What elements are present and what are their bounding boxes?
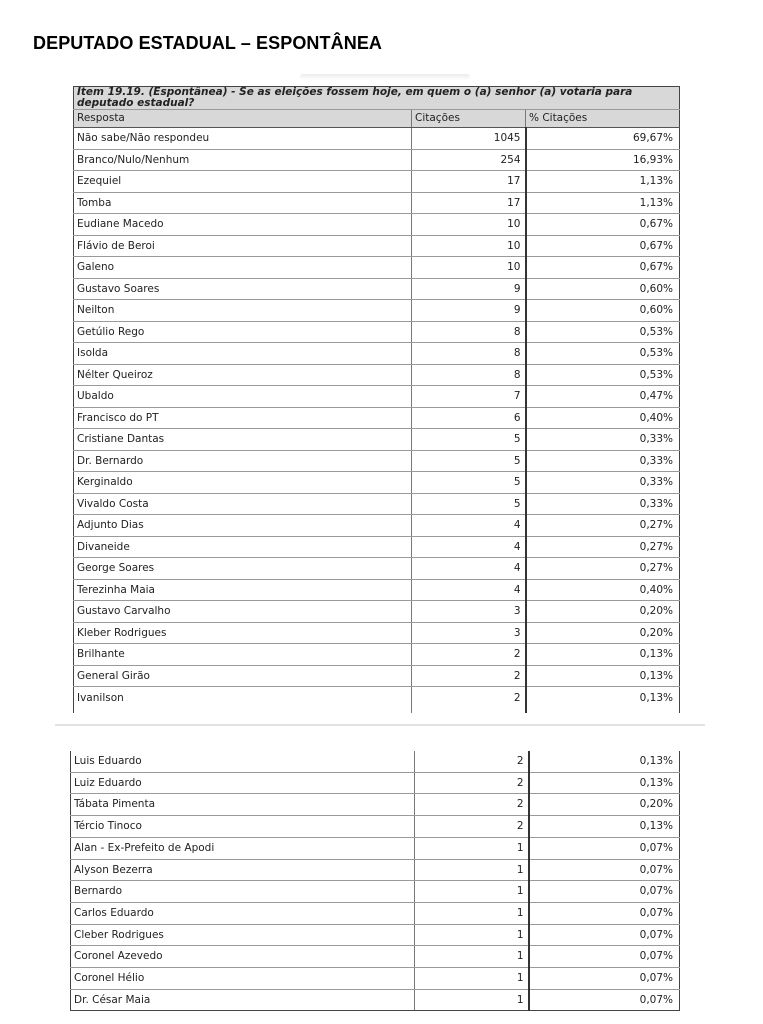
- citation-count: 8: [412, 343, 526, 365]
- citation-count: 1: [415, 989, 529, 1011]
- candidate-name: Cleber Rodrigues: [71, 924, 415, 946]
- candidate-name: Luiz Eduardo: [71, 772, 415, 794]
- citation-percent: 0,07%: [529, 968, 680, 990]
- header-citacoes: Citações: [412, 110, 526, 128]
- table-row: [74, 300, 680, 322]
- table-row: [71, 989, 680, 1011]
- table-row: [74, 493, 680, 515]
- candidate-name: Cristiane Dantas: [74, 429, 412, 451]
- citation-percent: 0,33%: [526, 472, 680, 494]
- table-row: [74, 128, 680, 150]
- table-row: [74, 149, 680, 171]
- scan-shadow: [300, 74, 470, 80]
- citation-percent: 0,20%: [529, 794, 680, 816]
- citation-percent: 0,13%: [526, 687, 680, 714]
- table-row: [74, 429, 680, 451]
- candidate-name: Flávio de Beroi: [74, 235, 412, 257]
- citation-count: 9: [412, 278, 526, 300]
- citation-count: 7: [412, 386, 526, 408]
- citation-percent: 1,13%: [526, 192, 680, 214]
- table-row: [74, 235, 680, 257]
- citation-percent: 0,67%: [526, 235, 680, 257]
- candidate-name: Tércio Tinoco: [71, 816, 415, 838]
- citation-percent: 0,53%: [526, 343, 680, 365]
- candidate-name: Neilton: [74, 300, 412, 322]
- results-table-body-1: [74, 87, 680, 714]
- header-row: [74, 110, 680, 128]
- table-row: [74, 343, 680, 365]
- citation-percent: 0,53%: [526, 321, 680, 343]
- table-row: [71, 946, 680, 968]
- citation-percent: 0,60%: [526, 300, 680, 322]
- candidate-name: Kleber Rodrigues: [74, 622, 412, 644]
- citation-count: 2: [415, 816, 529, 838]
- citation-count: 4: [412, 515, 526, 537]
- results-table-part-1: [73, 86, 680, 713]
- candidate-name: Divaneide: [74, 536, 412, 558]
- table-row: [74, 171, 680, 193]
- candidate-name: Ezequiel: [74, 171, 412, 193]
- citation-percent: 0,13%: [529, 816, 680, 838]
- citation-percent: 0,07%: [529, 924, 680, 946]
- candidate-name: General Girão: [74, 665, 412, 687]
- citation-percent: 0,33%: [526, 429, 680, 451]
- citation-count: 5: [412, 450, 526, 472]
- table-row: [74, 515, 680, 537]
- candidate-name: Alyson Bezerra: [71, 859, 415, 881]
- citation-percent: 0,60%: [526, 278, 680, 300]
- candidate-name: Dr. César Maia: [71, 989, 415, 1011]
- table-row: [74, 192, 680, 214]
- citation-count: 10: [412, 235, 526, 257]
- citation-percent: 0,40%: [526, 579, 680, 601]
- results-table-part-2: [70, 751, 680, 1011]
- page-break-line: [55, 724, 705, 726]
- table-row: [71, 968, 680, 990]
- candidate-name: Dr. Bernardo: [74, 450, 412, 472]
- table-row: [71, 751, 680, 772]
- table-row: [74, 579, 680, 601]
- header-resposta: Resposta: [74, 110, 412, 128]
- table-row: [71, 816, 680, 838]
- table-row: [74, 644, 680, 666]
- question-text: Item 19.19. (Espontânea) - Se as eleições fossem hoje, em quem o (a) senhor (a) votaria para deputado estadual?: [74, 87, 680, 110]
- citation-count: 8: [412, 364, 526, 386]
- candidate-name: Carlos Eduardo: [71, 902, 415, 924]
- citation-percent: 0,07%: [529, 946, 680, 968]
- table-row: [74, 472, 680, 494]
- citation-percent: 0,07%: [529, 989, 680, 1011]
- citation-count: 1: [415, 881, 529, 903]
- candidate-name: Tomba: [74, 192, 412, 214]
- citation-count: 2: [412, 644, 526, 666]
- table-row: [71, 924, 680, 946]
- candidate-name: Francisco do PT: [74, 407, 412, 429]
- candidate-name: Coronel Azevedo: [71, 946, 415, 968]
- page-title: DEPUTADO ESTADUAL – ESPONTÂNEA: [33, 33, 383, 53]
- table-row: [74, 665, 680, 687]
- citation-percent: 0,20%: [526, 622, 680, 644]
- candidate-name: Getúlio Rego: [74, 321, 412, 343]
- citation-percent: 0,33%: [526, 450, 680, 472]
- table-row: [74, 257, 680, 279]
- citation-count: 2: [415, 751, 529, 772]
- results-table-body-2: [71, 751, 680, 1011]
- citation-percent: 0,67%: [526, 257, 680, 279]
- citation-percent: 69,67%: [526, 128, 680, 150]
- citation-count: 4: [412, 558, 526, 580]
- citation-count: 3: [412, 601, 526, 623]
- candidate-name: Alan - Ex-Prefeito de Apodi: [71, 837, 415, 859]
- citation-count: 2: [412, 665, 526, 687]
- table-row: [74, 278, 680, 300]
- table-row: [74, 622, 680, 644]
- citation-count: 2: [415, 772, 529, 794]
- table-row: [74, 558, 680, 580]
- citation-count: 4: [412, 536, 526, 558]
- citation-count: 10: [412, 257, 526, 279]
- candidate-name: Gustavo Carvalho: [74, 601, 412, 623]
- citation-percent: 0,20%: [526, 601, 680, 623]
- citation-count: 6: [412, 407, 526, 429]
- table-row: [74, 450, 680, 472]
- table-row: [74, 321, 680, 343]
- citation-count: 8: [412, 321, 526, 343]
- citation-percent: 0,13%: [529, 772, 680, 794]
- citation-count: 1: [415, 946, 529, 968]
- citation-percent: 1,13%: [526, 171, 680, 193]
- citation-percent: 0,27%: [526, 536, 680, 558]
- citation-count: 2: [415, 794, 529, 816]
- candidate-name: George Soares: [74, 558, 412, 580]
- table-row: [71, 772, 680, 794]
- table-row: [74, 687, 680, 714]
- table-row: [74, 601, 680, 623]
- table-row: [71, 902, 680, 924]
- citation-percent: 0,27%: [526, 515, 680, 537]
- citation-count: 1045: [412, 128, 526, 150]
- candidate-name: Ivanilson: [74, 687, 412, 714]
- citation-count: 10: [412, 214, 526, 236]
- citation-percent: 0,27%: [526, 558, 680, 580]
- citation-count: 5: [412, 493, 526, 515]
- candidate-name: Gustavo Soares: [74, 278, 412, 300]
- table-row: [74, 536, 680, 558]
- candidate-name: Ubaldo: [74, 386, 412, 408]
- citation-percent: 0,13%: [526, 665, 680, 687]
- candidate-name: Tábata Pimenta: [71, 794, 415, 816]
- citation-percent: 0,07%: [529, 837, 680, 859]
- citation-count: 5: [412, 429, 526, 451]
- candidate-name: Adjunto Dias: [74, 515, 412, 537]
- citation-percent: 0,07%: [529, 881, 680, 903]
- citation-percent: 0,13%: [529, 751, 680, 772]
- header-pct-citacoes: % Citações: [526, 110, 680, 128]
- candidate-name: Coronel Hélio: [71, 968, 415, 990]
- citation-percent: 0,07%: [529, 902, 680, 924]
- citation-count: 5: [412, 472, 526, 494]
- citation-count: 254: [412, 149, 526, 171]
- citation-count: 1: [415, 859, 529, 881]
- candidate-name: Eudiane Macedo: [74, 214, 412, 236]
- citation-count: 2: [412, 687, 526, 714]
- page-break: [55, 723, 705, 745]
- citation-percent: 0,33%: [526, 493, 680, 515]
- candidate-name: Isolda: [74, 343, 412, 365]
- citation-percent: 0,13%: [526, 644, 680, 666]
- citation-percent: 0,40%: [526, 407, 680, 429]
- candidate-name: Brilhante: [74, 644, 412, 666]
- candidate-name: Não sabe/Não respondeu: [74, 128, 412, 150]
- citation-count: 17: [412, 171, 526, 193]
- citation-count: 9: [412, 300, 526, 322]
- citation-percent: 0,67%: [526, 214, 680, 236]
- citation-percent: 0,47%: [526, 386, 680, 408]
- citation-percent: 0,53%: [526, 364, 680, 386]
- citation-count: 1: [415, 902, 529, 924]
- candidate-name: Nélter Queiroz: [74, 364, 412, 386]
- candidate-name: Bernardo: [71, 881, 415, 903]
- candidate-name: Luis Eduardo: [71, 751, 415, 772]
- table-row: [71, 794, 680, 816]
- candidate-name: Vivaldo Costa: [74, 493, 412, 515]
- candidate-name: Branco/Nulo/Nenhum: [74, 149, 412, 171]
- table-row: [74, 364, 680, 386]
- table-row: [74, 407, 680, 429]
- citation-percent: 0,07%: [529, 859, 680, 881]
- citation-count: 17: [412, 192, 526, 214]
- question-row: [74, 87, 680, 110]
- citation-count: 1: [415, 837, 529, 859]
- table-row: [74, 386, 680, 408]
- candidate-name: Galeno: [74, 257, 412, 279]
- candidate-name: Terezinha Maia: [74, 579, 412, 601]
- table-row: [71, 859, 680, 881]
- citation-count: 3: [412, 622, 526, 644]
- table-row: [71, 881, 680, 903]
- citation-count: 1: [415, 968, 529, 990]
- citation-count: 4: [412, 579, 526, 601]
- citation-percent: 16,93%: [526, 149, 680, 171]
- table-row: [71, 837, 680, 859]
- candidate-name: Kerginaldo: [74, 472, 412, 494]
- citation-count: 1: [415, 924, 529, 946]
- table-row: [74, 214, 680, 236]
